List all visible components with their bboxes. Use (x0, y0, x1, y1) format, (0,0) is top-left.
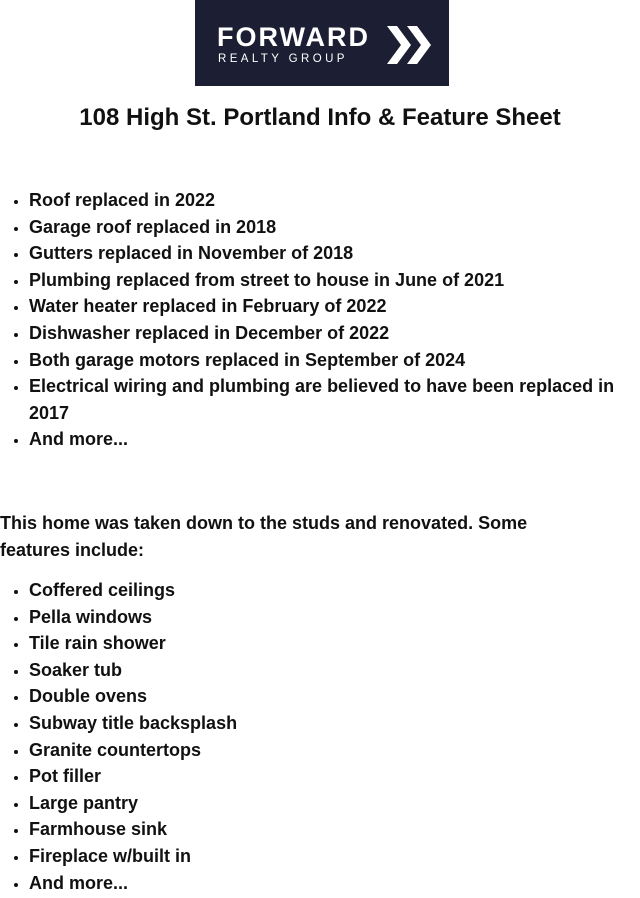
logo-tagline: REALTY GROUP (218, 53, 348, 65)
list-item: • Fireplace w/built in (29, 843, 640, 870)
logo-wordmark: FORWARD (217, 22, 370, 52)
list-item: • Gutters replaced in November of 2018 (29, 240, 640, 267)
list-item: • Roof replaced in 2022 (29, 187, 640, 214)
features-list (0, 577, 640, 896)
list-item: • Plumbing replaced from street to house in June of 2021 (29, 267, 640, 294)
list-item: • Dishwasher replaced in December of 2022 (29, 320, 640, 347)
list-item: • Subway title backsplash (29, 710, 640, 737)
list-item: • Garage roof replaced in 2018 (29, 214, 640, 241)
list-item: • Coffered ceilings (29, 577, 640, 604)
list-item: • Pella windows (29, 604, 640, 631)
list-item: • Both garage motors replaced in September of 2024 (29, 347, 640, 374)
double-chevron-right-icon (387, 24, 433, 66)
list-item: • Tile rain shower (29, 630, 640, 657)
page-title: 108 High St. Portland Info & Feature Sheet (79, 104, 561, 131)
list-item: • Soaker tub (29, 657, 640, 684)
company-logo (195, 0, 449, 86)
list-item: • Pot filler (29, 763, 640, 790)
updates-list (0, 187, 640, 453)
list-item: • Electrical wiring and plumbing are believed to have been replaced in 2017 (29, 373, 640, 426)
list-item: • And more... (29, 426, 640, 453)
list-item: • Double ovens (29, 683, 640, 710)
features-intro: This home was taken down to the studs and renovated. Some features include: (0, 513, 528, 560)
list-item: • Water heater replaced in February of 2022 (29, 293, 640, 320)
list-item: • Large pantry (29, 790, 640, 817)
list-item: • Granite countertops (29, 737, 640, 764)
list-item: • And more... (29, 870, 640, 897)
list-item: • Farmhouse sink (29, 816, 640, 843)
